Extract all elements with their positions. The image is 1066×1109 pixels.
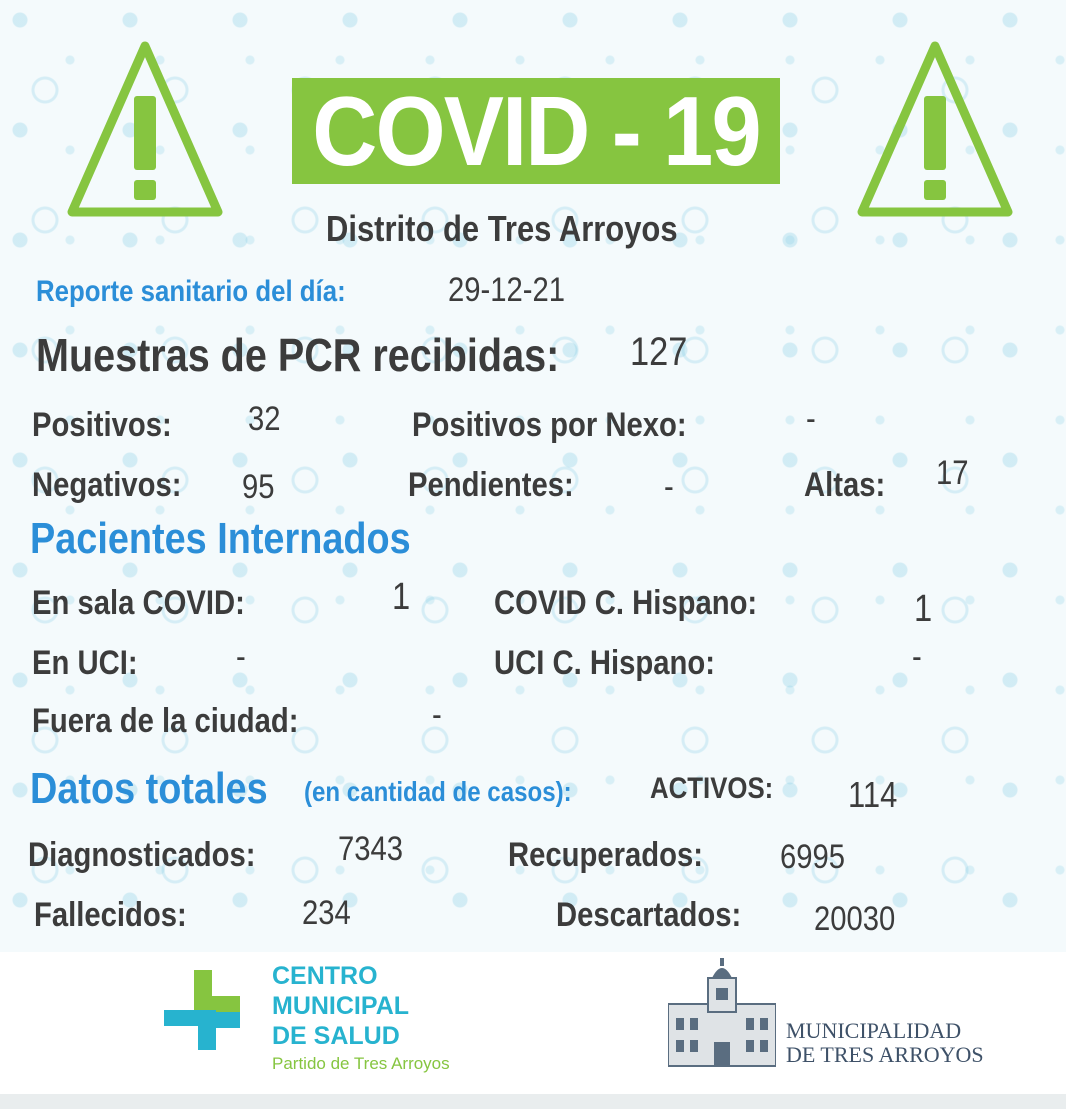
sala-covid-label: En sala COVID: [32, 584, 245, 622]
covid-hispano-value: 1 [914, 588, 933, 630]
centro-sub: Partido de Tres Arroyos [272, 1054, 450, 1073]
totales-note: (en cantidad de casos): [304, 776, 572, 807]
warning-icon [62, 36, 228, 224]
report-date: 29-12-21 [448, 271, 566, 309]
recuperados-value: 6995 [780, 838, 846, 876]
pendientes-label: Pendientes: [408, 466, 574, 504]
medical-cross-logo [160, 966, 256, 1074]
activos-label: ACTIVOS: [650, 772, 774, 805]
totales-heading: Datos totales [30, 764, 268, 813]
uci-hispano-value: - [912, 638, 922, 676]
internados-heading: Pacientes Internados [30, 514, 411, 563]
diagnosticados-value: 7343 [338, 830, 404, 868]
municipalidad-line1: MUNICIPALIDAD [786, 1018, 962, 1043]
fallecidos-label: Fallecidos: [34, 896, 187, 934]
recuperados-label: Recuperados: [508, 836, 703, 874]
positivos-value: 32 [248, 400, 281, 438]
positivos-label: Positivos: [32, 406, 172, 444]
centro-line3: DE SALUD [272, 1022, 400, 1050]
diagnosticados-label: Diagnosticados: [28, 836, 256, 874]
pendientes-value: - [664, 468, 674, 506]
altas-value: 17 [936, 454, 969, 492]
negativos-value: 95 [242, 468, 275, 506]
city-hall-logo [668, 958, 776, 1068]
nexo-value: - [806, 400, 816, 438]
fuera-label: Fuera de la ciudad: [32, 702, 299, 740]
fuera-value: - [432, 696, 442, 734]
pcr-value: 127 [630, 330, 688, 374]
uci-label: En UCI: [32, 644, 138, 682]
pcr-label: Muestras de PCR recibidas: [36, 329, 560, 381]
nexo-label: Positivos por Nexo: [412, 406, 687, 444]
centro-line1: CENTRO [272, 962, 378, 990]
activos-value: 114 [848, 774, 898, 815]
warning-icon [852, 36, 1018, 224]
report-label: Reporte sanitario del día: [36, 275, 346, 308]
fallecidos-value: 234 [302, 894, 351, 932]
uci-value: - [236, 638, 246, 676]
footer-strip [0, 1094, 1066, 1109]
descartados-label: Descartados: [556, 896, 742, 934]
covid-hispano-label: COVID C. Hispano: [494, 584, 758, 622]
page-title: COVID - 19 [312, 76, 760, 186]
district-subtitle: Distrito de Tres Arroyos [326, 208, 678, 249]
title-banner [292, 78, 780, 184]
centro-line2: MUNICIPAL [272, 992, 410, 1020]
footer [0, 952, 1066, 1109]
municipalidad-line2: DE TRES ARROYOS [786, 1042, 984, 1067]
negativos-label: Negativos: [32, 466, 182, 504]
descartados-value: 20030 [814, 900, 896, 938]
uci-hispano-label: UCI C. Hispano: [494, 644, 715, 682]
altas-label: Altas: [804, 466, 886, 504]
sala-covid-value: 1 [392, 576, 411, 618]
